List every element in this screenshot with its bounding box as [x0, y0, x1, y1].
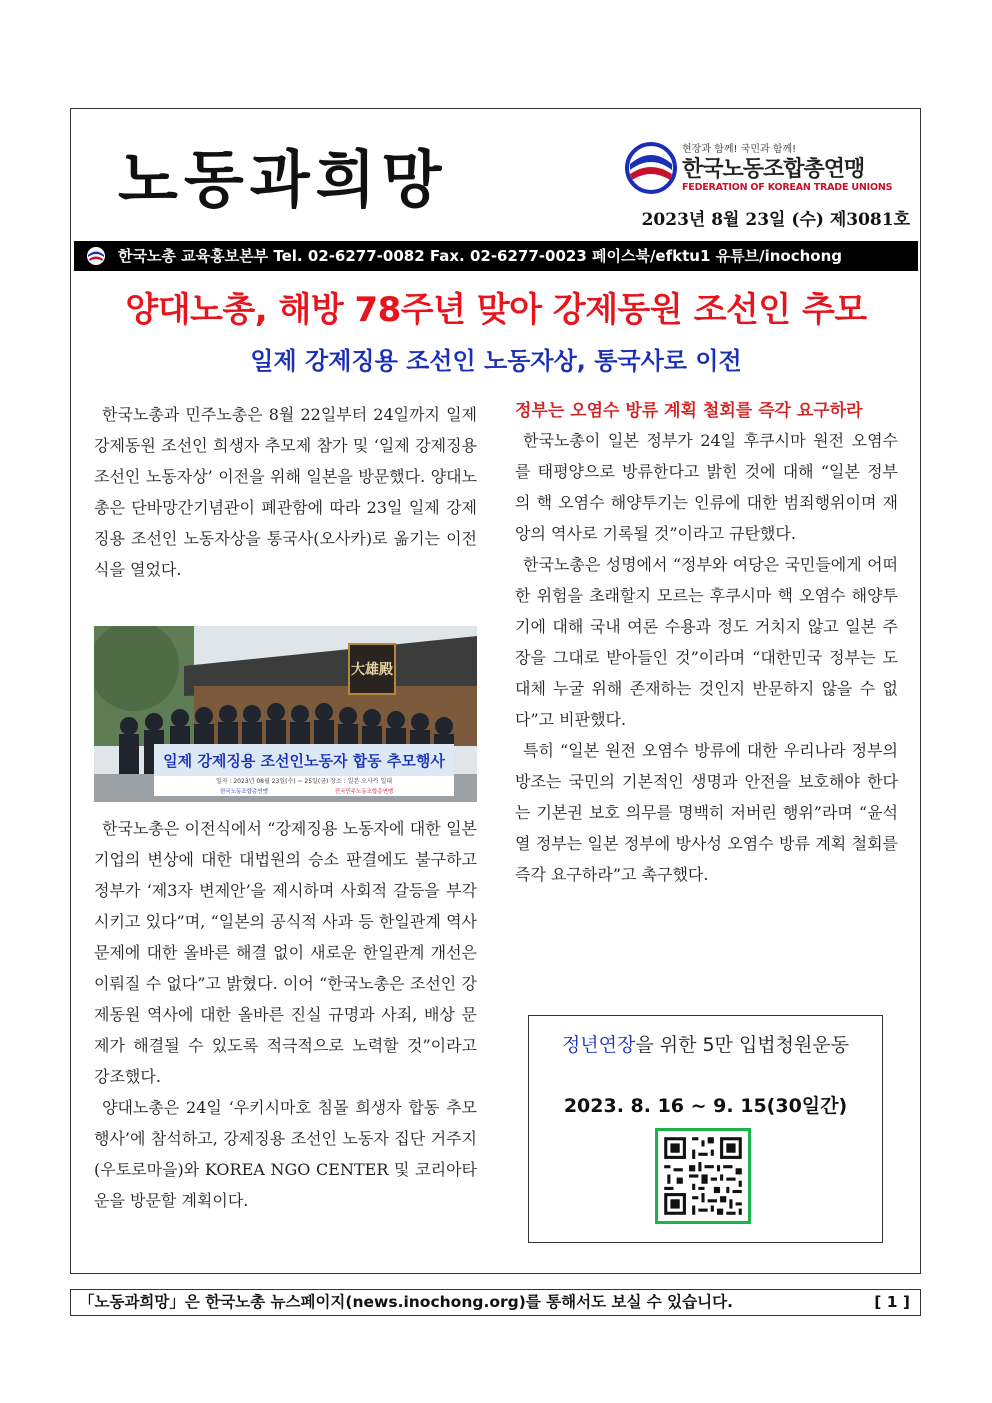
issue-dateline: 2023년 8월 23일 (수) 제3081호	[641, 210, 910, 230]
banner-org-kctu: 전국민주노동조합총연맹	[334, 789, 394, 795]
logo-english-name: FEDERATION OF KOREAN TRADE UNIONS	[682, 182, 893, 193]
memorial-event-photo	[94, 626, 477, 802]
petition-title-highlight: 정년연장	[561, 1034, 636, 1056]
footer-text: 「노동과희망」은 한국노총 뉴스페이지(news.inochong.org)를 통해서도 보실 수 있습니다.	[79, 1293, 733, 1311]
article-paragraph: 한국노총은 성명에서 “정부와 여당은 국민들에게 어떠한 위험을 초래할지 모르는 후쿠시마 핵 오염수 해양투기에 대해 국내 여론 수용과 정도 거치지 않고 일본 주장을 그대로 받아들인 것”이라며 “대한민국 정부는 도대체 누굴 위해 존재하는 것인지 반문하지 않을 수 없다”고 비판했다.	[515, 555, 898, 729]
right-column	[515, 425, 898, 890]
right-article-heading: 정부는 오염수 방류 계획 철회를 즉각 요구하라	[515, 401, 863, 421]
article-paragraph: 양대노총은 24일 ‘우키시마호 침몰 희생자 합동 추모행사’에 참석하고, 강제징용 조선인 노동자 집단 거주지(우토로마을)와 KOREA NGO CENTER 및 코리아타운을 방문할 계획이다.	[94, 1098, 477, 1210]
article-paragraph: 특히 “일본 원전 오염수 방류에 대한 우리나라 정부의 방조는 국민의 기본적인 생명과 안전을 보호해야 한다는 기본권 보호 의무를 명백히 저버린 행위”라며 “윤석열 정부는 일본 정부에 방사성 오염수 방류 계획 철회를 즉각 요구하라”고 촉구했다.	[515, 741, 898, 884]
main-headline: 양대노총, 해방 78주년 맞아 강제동원 조선인 추모	[125, 290, 867, 330]
contact-bar	[74, 241, 918, 271]
qr-code-icon	[658, 1131, 748, 1221]
petition-title-rest: 을 위한 5만 입법청원운동	[635, 1034, 850, 1056]
petition-box	[528, 1015, 883, 1243]
article-paragraph: 한국노총과 민주노총은 8월 22일부터 24일까지 일제 강제동원 조선인 희생자 추모제 참가 및 ‘일제 강제징용 조선인 노동자상’ 이전을 위해 일본을 방문했다. 양대노총은 단바망간기념관이 폐관함에 따라 23일 일제 강제징용 조선인 노동자상을 통국사(오사카)로 옮기는 이전식을 열었다.	[94, 405, 477, 579]
petition-title	[529, 1030, 882, 1057]
temple-signboard: 大雄殿	[351, 662, 393, 678]
fktu-emblem-icon	[624, 140, 678, 196]
fktu-logo	[624, 140, 914, 200]
petition-dates: 2023. 8. 16 ~ 9. 15(30일간)	[563, 1095, 848, 1117]
qr-code[interactable]	[655, 1128, 751, 1224]
logo-slogan: 현장과 함께! 국민과 함께!	[682, 144, 797, 155]
footer-bar	[70, 1289, 921, 1316]
fktu-emblem-icon	[86, 246, 106, 266]
sub-headline: 일제 강제징용 조선인 노동자상, 통국사로 이전	[250, 347, 742, 375]
banner-subtitle: 일자 : 2023년 08월 23일(수) ~ 25일(금) 장소 : 일본 오사카 일대	[215, 778, 393, 785]
page-number: [ 1 ]	[874, 1293, 910, 1311]
contact-info: 한국노총 교육홍보본부 Tel. 02-6277-0082 Fax. 02-6277-0023 페이스북/efktu1 유튜브/inochong	[118, 247, 842, 265]
article-paragraph: 한국노총은 이전식에서 “강제징용 노동자에 대한 일본 기업의 변상에 대한 대법원의 승소 판결에도 불구하고 정부가 ‘제3자 변제안’을 제시하며 사회적 갈등을 부각시키고 있다”며, “일본의 공식적 사과 등 한일관계 역사 문제에 대한 올바른 해결 없이 새로운 한일관계 개선은 이뤄질 수 없다”고 밝혔다. 이어 “한국노총은 조선인 강제동원 역사에 대한 올바른 진실 규명과 사죄, 배상 문제가 해결될 수 있도록 적극적으로 노력할 것”이라고 강조했다.	[94, 819, 477, 1086]
banner-org-fktu: 한국노동조합총연맹	[220, 789, 268, 795]
left-column-top	[94, 399, 477, 585]
banner-title: 일제 강제징용 조선인노동자 합동 추모행사	[163, 752, 445, 770]
left-column-bottom	[94, 813, 477, 1216]
article-paragraph: 한국노총이 일본 정부가 24일 후쿠시마 원전 오염수를 태평양으로 방류한다고 밝힌 것에 대해 “일본 정부의 핵 오염수 해양투기는 인류에 대한 범죄행위이며 재앙의 역사로 기록될 것”이라고 규탄했다.	[515, 431, 898, 543]
masthead-title: 노동과희망	[118, 143, 448, 216]
logo-name: 한국노동조합총연맹	[682, 157, 865, 182]
group-photo-image	[94, 626, 477, 802]
